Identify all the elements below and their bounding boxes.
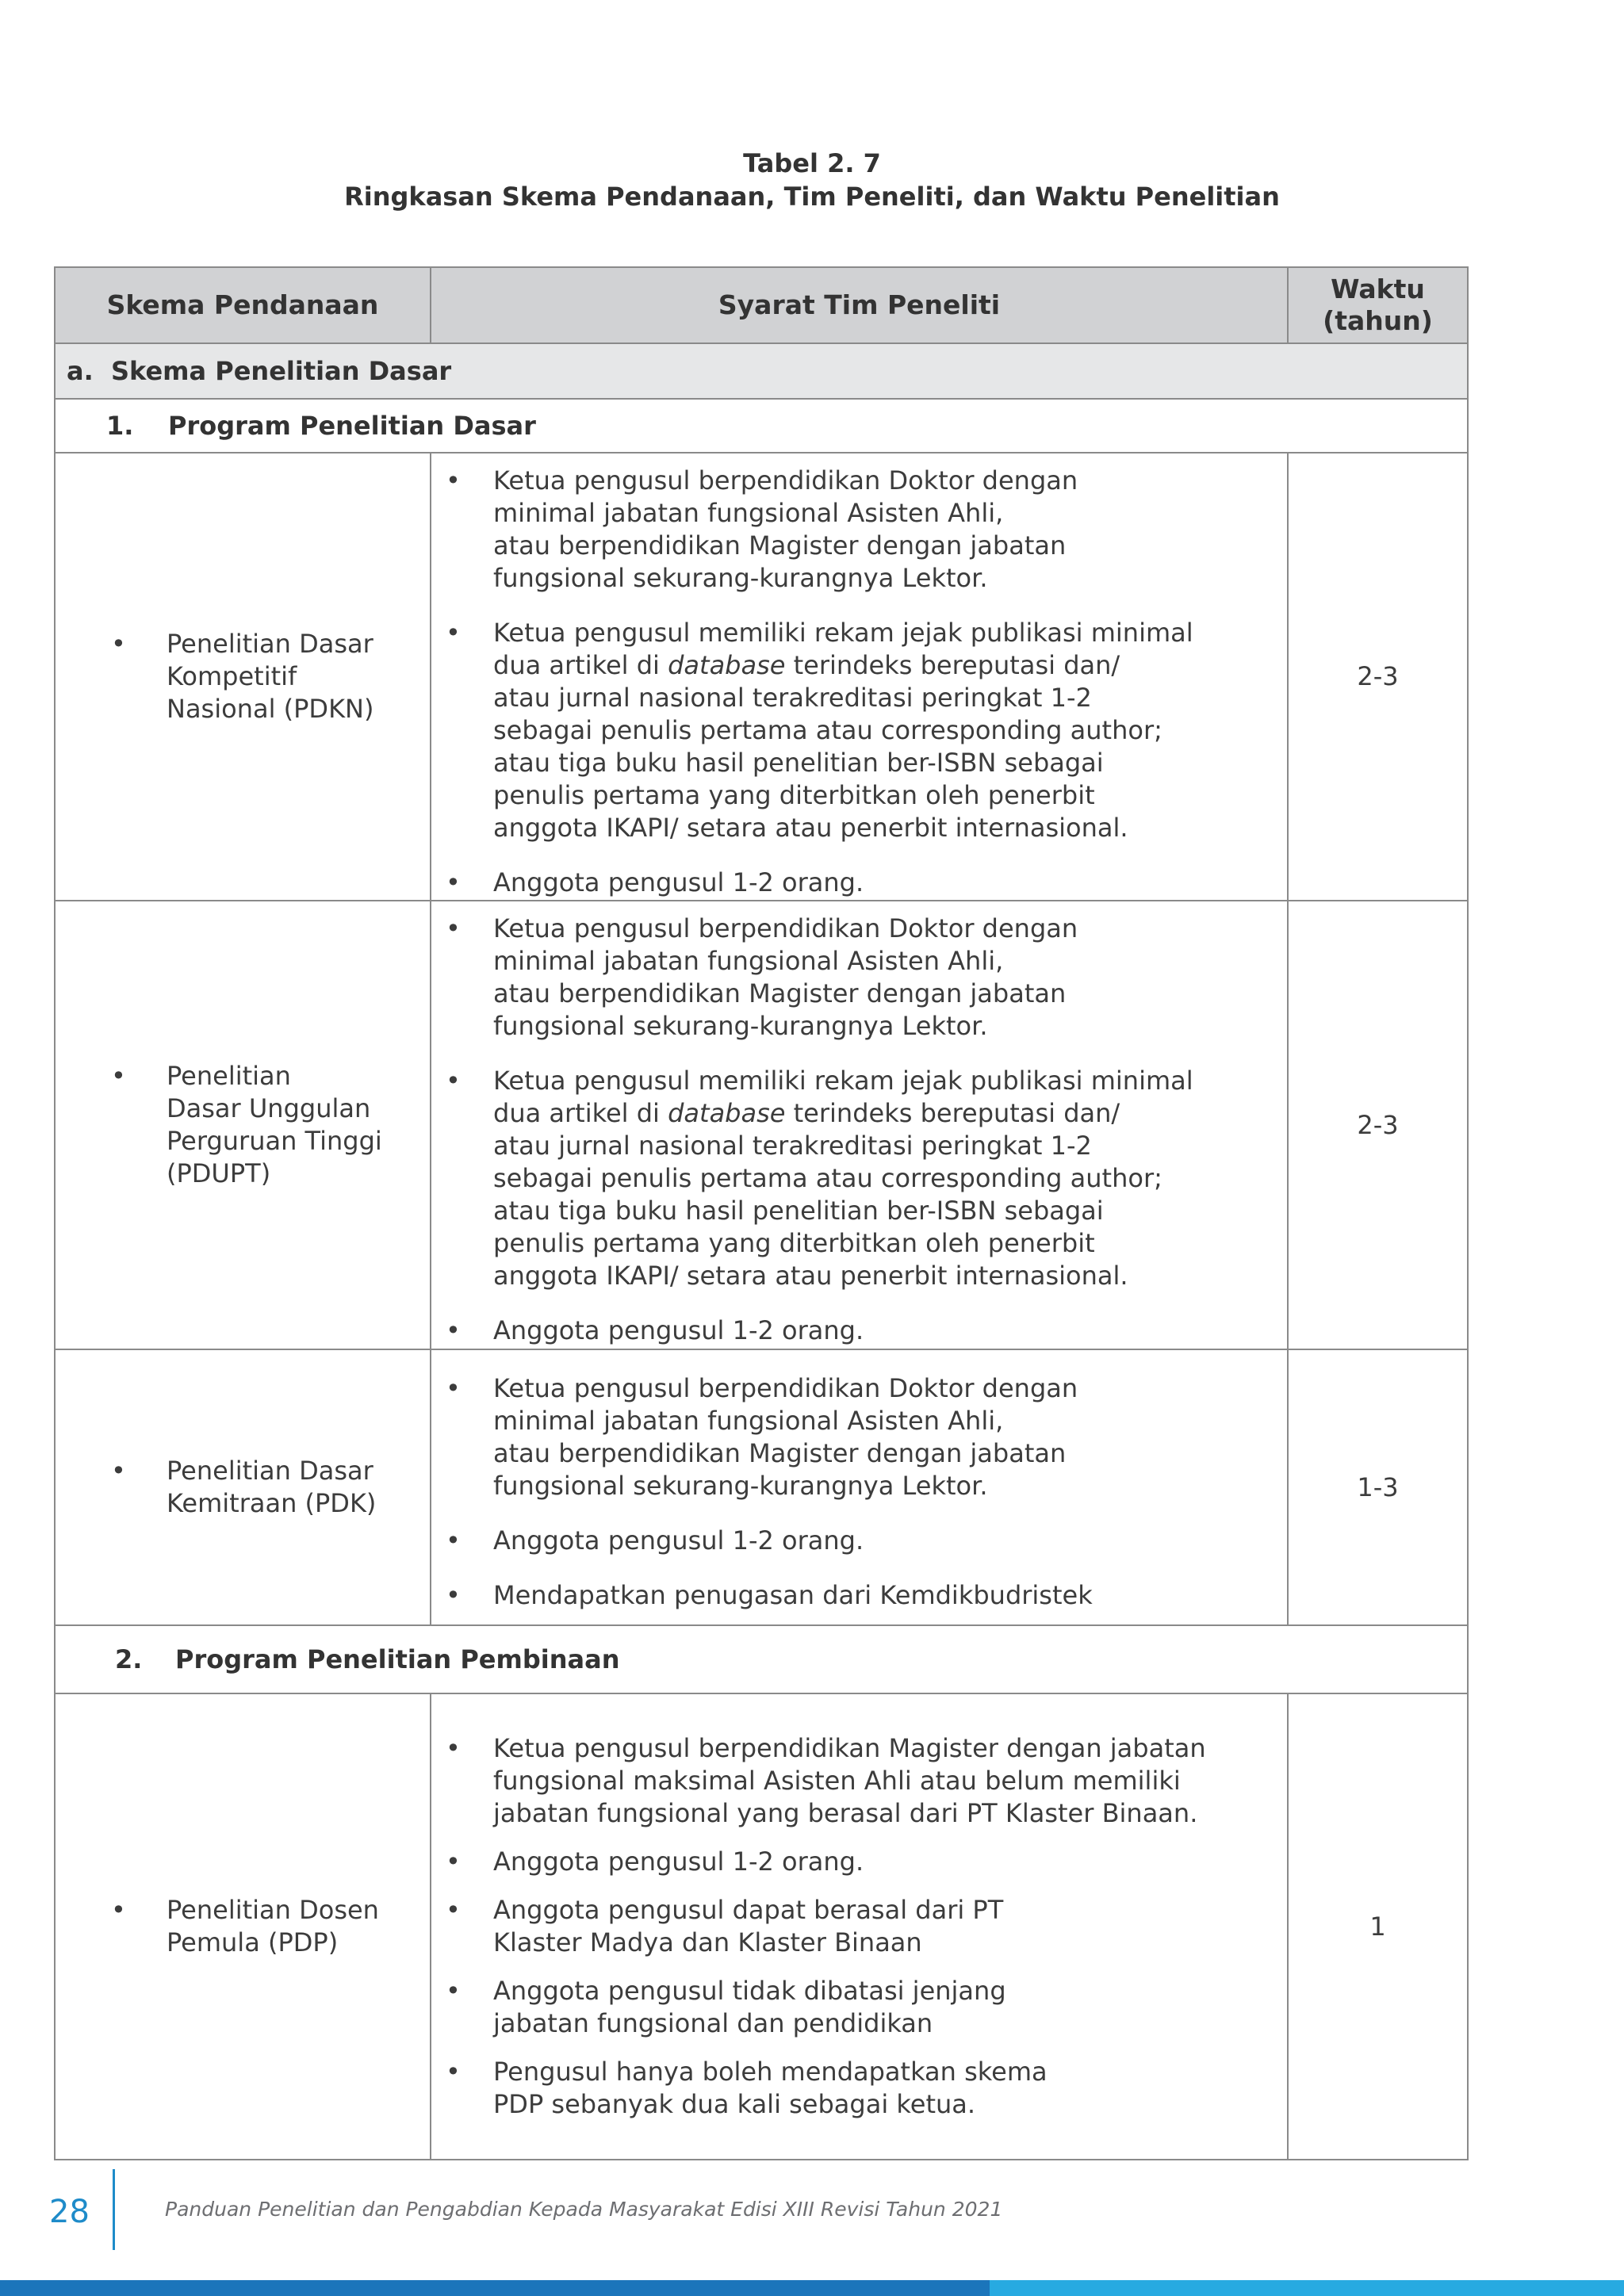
requirements-cell: [431, 901, 1288, 1349]
scheme-name: Penelitian Dasar Kemitraan (PDK): [167, 1456, 377, 1518]
time-cell: 1: [1288, 1693, 1468, 2160]
program-title: Program Penelitian Dasar: [168, 410, 536, 441]
footer-title: Panduan Penelitian dan Pengabdian Kepada Masyarakat Edisi XIII Revisi Tahun 2021: [165, 2198, 1003, 2221]
bullet: •: [446, 1373, 461, 1403]
bullet: •: [446, 465, 461, 496]
program-title: Program Penelitian Pembinaan: [175, 1644, 620, 1674]
scheme-name: Penelitian Dasar Unggulan Perguruan Tinggi (PDUPT): [167, 1061, 382, 1188]
requirement-text: Anggota pengusul dapat berasal dari PT Klaster Madya dan Klaster Binaan: [493, 1895, 1004, 1957]
requirement-text: Ketua pengusul berpendidikan Doktor dengan minimal jabatan fungsional Asisten Ahli, atau berpendidikan Magister dengan jabatan fungsional sekurang-kurangnya Lektor.: [493, 1373, 1078, 1501]
bullet: •: [446, 1733, 461, 1763]
scheme-cell: [55, 901, 431, 1349]
bullet: •: [446, 913, 461, 943]
list-item: [442, 617, 1255, 844]
requirement-text: Anggota pengusul 1-2 orang.: [493, 867, 864, 897]
requirement-text: Anggota pengusul 1-2 orang.: [493, 1315, 864, 1345]
list-item: [442, 913, 1255, 1043]
list-item: [442, 1525, 1255, 1557]
bullet: •: [111, 1061, 126, 1091]
bullet: •: [446, 1066, 461, 1096]
requirement-text-part: Ketua pengusul memiliki rekam jejak publikasi minimal dua artikel di: [493, 1066, 1193, 1128]
list-item: [442, 2056, 1255, 2121]
footer-divider: [113, 2169, 115, 2250]
list-item: [442, 1846, 1255, 1878]
requirements-cell: [431, 1349, 1288, 1625]
requirement-text-part: Ketua pengusul memiliki rekam jejak publikasi minimal dua artikel di: [493, 617, 1193, 680]
bullet: •: [446, 2057, 461, 2087]
requirements-cell: [431, 1693, 1288, 2160]
requirement-text: Anggota pengusul 1-2 orang.: [493, 1525, 864, 1556]
footer-bar-light: [990, 2280, 1624, 2296]
list-item: [442, 1579, 1255, 1612]
scheme-name: Penelitian Dasar Kompetitif Nasional (PDKN): [167, 629, 374, 724]
requirement-text-part: terindeks bereputasi dan/ atau jurnal nasional terakreditasi peringkat 1-2 sebagai penulis pertama atau corresponding author; atau tiga buku hasil penelitian ber-ISBN sebagai penulis pertama yang diterbitkan oleh penerbit anggota IKAPI/ setara atau penerbit internasional.: [493, 1098, 1162, 1291]
scheme-cell: [55, 1693, 431, 2160]
requirement-text: Anggota pengusul tidak dibatasi jenjang jabatan fungsional dan pendidikan: [493, 1976, 1006, 2038]
table-row: [55, 453, 1468, 901]
header-time-line2: (tahun): [1323, 305, 1433, 336]
table-header-row: [55, 267, 1468, 343]
bullet: •: [111, 1895, 126, 1925]
table-row: [55, 1693, 1468, 2160]
requirements-cell: [431, 453, 1288, 901]
requirement-text: Anggota pengusul 1-2 orang.: [493, 1846, 864, 1877]
bullet: •: [446, 1525, 461, 1556]
footer-bar-dark: [0, 2280, 990, 2296]
requirement-text-part: terindeks bereputasi dan/ atau jurnal nasional terakreditasi peringkat 1-2 sebagai penulis pertama atau corresponding author; atau tiga buku hasil penelitian ber-ISBN sebagai penulis pertama yang diterbitkan oleh penerbit anggota IKAPI/ setara atau penerbit internasional.: [493, 649, 1162, 843]
header-scheme: Skema Pendanaan: [55, 267, 431, 343]
header-time-line1: Waktu: [1331, 274, 1425, 304]
table-title: Ringkasan Skema Pendanaan, Tim Peneliti, dan Waktu Penelitian: [344, 182, 1280, 212]
bullet: •: [111, 629, 126, 659]
table-number: Tabel 2. 7: [743, 148, 881, 178]
section-marker: a.: [67, 355, 94, 386]
scheme-name: Penelitian Dosen Pemula (PDP): [167, 1895, 379, 1957]
requirement-emphasis: database: [668, 649, 786, 680]
bullet: •: [446, 867, 461, 897]
scheme-cell: [55, 1349, 431, 1625]
list-item: [442, 867, 1255, 899]
list-item: [442, 465, 1255, 595]
list-item: [442, 1065, 1255, 1292]
requirement-text: Pengusul hanya boleh mendapatkan skema PDP sebanyak dua kali sebagai ketua.: [493, 2057, 1048, 2119]
program-marker: 2.: [115, 1644, 143, 1674]
time-cell: 2-3: [1288, 901, 1468, 1349]
funding-scheme-table: [54, 266, 1469, 2160]
list-item: [442, 1314, 1255, 1347]
list-item: [442, 1372, 1255, 1502]
section-title: Skema Penelitian Dasar: [111, 355, 452, 386]
bullet: •: [446, 1976, 461, 2006]
requirement-text: Ketua pengusul berpendidikan Doktor dengan minimal jabatan fungsional Asisten Ahli, atau berpendidikan Magister dengan jabatan fungsional sekurang-kurangnya Lektor.: [493, 465, 1078, 593]
list-item: [442, 1732, 1255, 1830]
requirement-text: Mendapatkan penugasan dari Kemdikbudristek: [493, 1580, 1093, 1610]
table-caption: [0, 147, 1624, 213]
list-item: [442, 1894, 1255, 1959]
requirement-text: Ketua pengusul berpendidikan Doktor dengan minimal jabatan fungsional Asisten Ahli, atau berpendidikan Magister dengan jabatan fungsional sekurang-kurangnya Lektor.: [493, 913, 1078, 1041]
requirement-text: [493, 1065, 1193, 1292]
program-row: [55, 399, 1468, 453]
section-cell: [55, 343, 1468, 399]
header-time: [1288, 267, 1468, 343]
program-row: [55, 1625, 1468, 1693]
scheme-cell: [55, 453, 431, 901]
time-cell: 1-3: [1288, 1349, 1468, 1625]
program-marker: 1.: [106, 410, 134, 441]
bullet: •: [446, 1580, 461, 1610]
header-requirements: Syarat Tim Peneliti: [431, 267, 1288, 343]
bullet: •: [111, 1456, 126, 1486]
bullet: •: [446, 617, 461, 648]
bullet: •: [446, 1846, 461, 1877]
table-row: [55, 901, 1468, 1349]
requirement-emphasis: database: [668, 1098, 786, 1128]
bullet: •: [446, 1895, 461, 1925]
time-cell: 2-3: [1288, 453, 1468, 901]
table-row: [55, 1349, 1468, 1625]
requirement-text: [493, 617, 1193, 844]
bullet: •: [446, 1315, 461, 1345]
requirement-text: Ketua pengusul berpendidikan Magister dengan jabatan fungsional maksimal Asisten Ahli atau belum memiliki jabatan fungsional yang berasal dari PT Klaster Binaan.: [493, 1733, 1206, 1828]
list-item: [442, 1975, 1255, 2040]
section-row: [55, 343, 1468, 399]
program-cell: [55, 1625, 1468, 1693]
page-number: 28: [49, 2194, 90, 2230]
program-cell: [55, 399, 1468, 453]
